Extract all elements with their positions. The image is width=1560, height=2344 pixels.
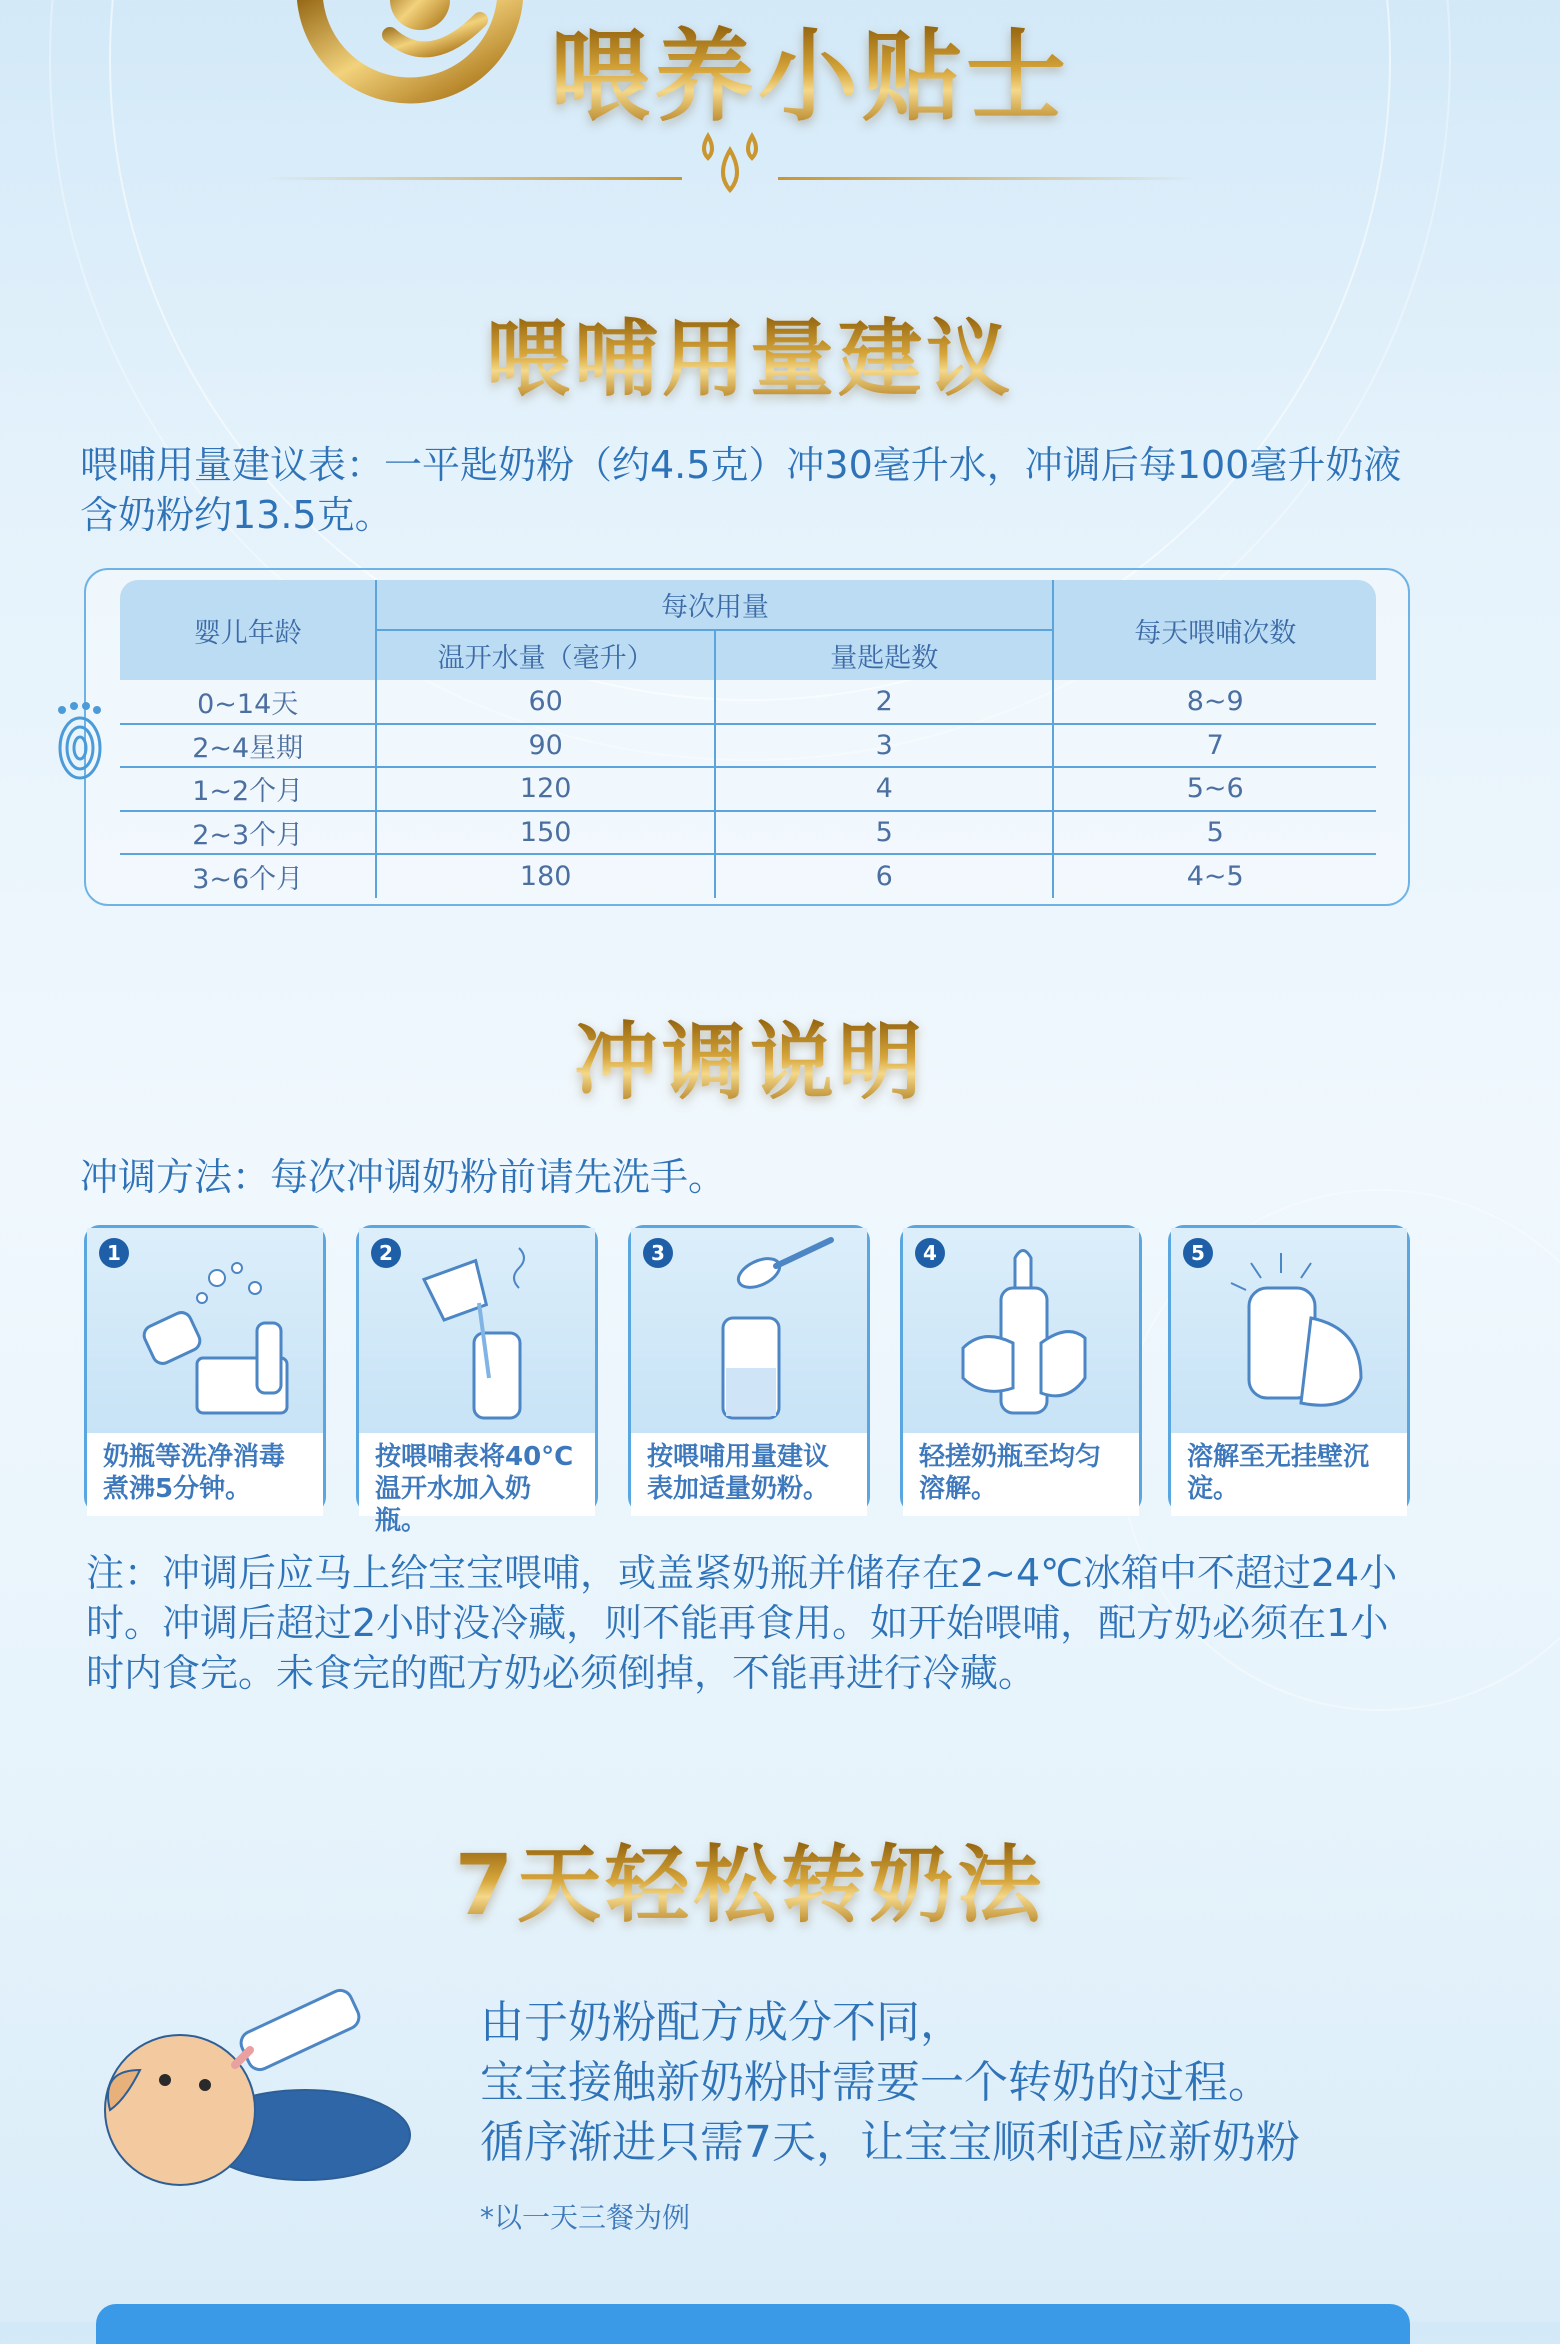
step-number: 5 bbox=[1183, 1238, 1213, 1268]
feeding-heading-wrap bbox=[0, 292, 1500, 413]
feeding-table bbox=[120, 580, 1376, 898]
cell-times: 5~6 bbox=[1053, 767, 1376, 811]
cell-age: 3~6个月 bbox=[192, 863, 304, 895]
cell-scoops: 6 bbox=[715, 854, 1054, 898]
header-divider-right bbox=[778, 177, 1198, 180]
cell-water: 150 bbox=[376, 811, 715, 855]
mixing-note: 注：冲调后应马上给宝宝喂哺，或盖紧奶瓶并储存在2~4℃冰箱中不超过24小时。冲调后超过2小时没冷藏，则不能再食用。如开始喂哺，配方奶必须在1小时内食完。未食完的配方奶必须倒掉，不能再进行冷藏。 bbox=[86, 1551, 1398, 1695]
footprint-icon bbox=[52, 700, 108, 790]
cell-age: 1~2个月 bbox=[120, 767, 376, 811]
header-title-wrap bbox=[60, 0, 1560, 140]
step-text: 轻搓奶瓶至均匀溶解。 bbox=[903, 1433, 1139, 1516]
transition-line-2: 宝宝接触新奶粉时需要一个转奶的过程。 bbox=[480, 2057, 1272, 2108]
cell-water: 180 bbox=[376, 854, 715, 898]
cell-times: 7 bbox=[1053, 724, 1376, 768]
col-age-header: 婴儿年龄 bbox=[120, 580, 376, 680]
col-scoops-header: 量匙匙数 bbox=[715, 630, 1054, 680]
step-card-1 bbox=[84, 1225, 326, 1513]
step-card-4 bbox=[900, 1225, 1142, 1513]
feeding-description: 喂哺用量建议表：一平匙奶粉（约4.5克）冲30毫升水，冲调后每100毫升奶液含奶粉约13.5克。 bbox=[80, 443, 1402, 537]
water-drops-icon bbox=[690, 130, 770, 210]
step-number: 4 bbox=[915, 1238, 945, 1268]
cell-scoops: 5 bbox=[715, 811, 1054, 855]
step-text: 奶瓶等洗净消毒煮沸5分钟。 bbox=[87, 1433, 323, 1516]
step-card-2 bbox=[356, 1225, 598, 1536]
col-water-header: 温开水量（毫升） bbox=[376, 630, 715, 680]
cell-scoops: 3 bbox=[715, 724, 1054, 768]
feeding-heading: 喂哺用量建议 bbox=[485, 310, 1014, 408]
cell-water: 120 bbox=[376, 767, 715, 811]
table-row bbox=[120, 724, 1376, 768]
step-text: 按喂哺用量建议表加适量奶粉。 bbox=[631, 1433, 867, 1516]
table-row bbox=[120, 811, 1376, 855]
table-row bbox=[120, 680, 1376, 724]
cell-times: 4~5 bbox=[1053, 854, 1376, 898]
col-times-header: 每天喂哺次数 bbox=[1053, 580, 1376, 680]
mixing-heading: 冲调说明 bbox=[573, 1013, 926, 1111]
transition-line-3: 循序渐进只需7天，让宝宝顺利适应新奶粉 bbox=[480, 2117, 1300, 2168]
baby-drinking-icon bbox=[70, 1990, 450, 2220]
cell-water: 90 bbox=[376, 724, 715, 768]
cell-age: 0~14天 bbox=[120, 680, 376, 724]
cell-water: 60 bbox=[376, 680, 715, 724]
cell-times: 5 bbox=[1053, 811, 1376, 855]
transition-heading-wrap bbox=[0, 1818, 1500, 1939]
mixing-heading-wrap bbox=[0, 995, 1500, 1116]
header-divider-left bbox=[262, 177, 682, 180]
cell-age: 2~4星期 bbox=[120, 724, 376, 768]
transition-footnote: *以一天三餐为例 bbox=[480, 2201, 691, 2234]
table-row bbox=[120, 767, 1376, 811]
col-group-header: 每次用量 bbox=[376, 580, 1053, 630]
step-number: 2 bbox=[371, 1238, 401, 1268]
table-row bbox=[120, 854, 1376, 898]
cell-times: 8~9 bbox=[1053, 680, 1376, 724]
cell-scoops: 2 bbox=[715, 680, 1054, 724]
bottom-panel-edge bbox=[96, 2304, 1410, 2344]
step-card-5 bbox=[1168, 1225, 1410, 1513]
step-text: 按喂哺表将40°C温开水加入奶瓶。 bbox=[359, 1433, 595, 1516]
mixing-method: 冲调方法：每次冲调奶粉前请先洗手。 bbox=[80, 1155, 727, 1199]
cell-scoops: 4 bbox=[715, 767, 1054, 811]
transition-line-1: 由于奶粉配方成分不同， bbox=[480, 1997, 964, 2048]
step-text: 溶解至无挂壁沉淀。 bbox=[1171, 1433, 1407, 1516]
header-title: 喂养小贴士 bbox=[550, 18, 1070, 135]
step-number: 3 bbox=[643, 1238, 673, 1268]
step-number: 1 bbox=[99, 1238, 129, 1268]
cell-age: 2~3个月 bbox=[120, 811, 376, 855]
transition-heading: 7天轻松转奶法 bbox=[454, 1836, 1046, 1934]
step-card-3 bbox=[628, 1225, 870, 1513]
